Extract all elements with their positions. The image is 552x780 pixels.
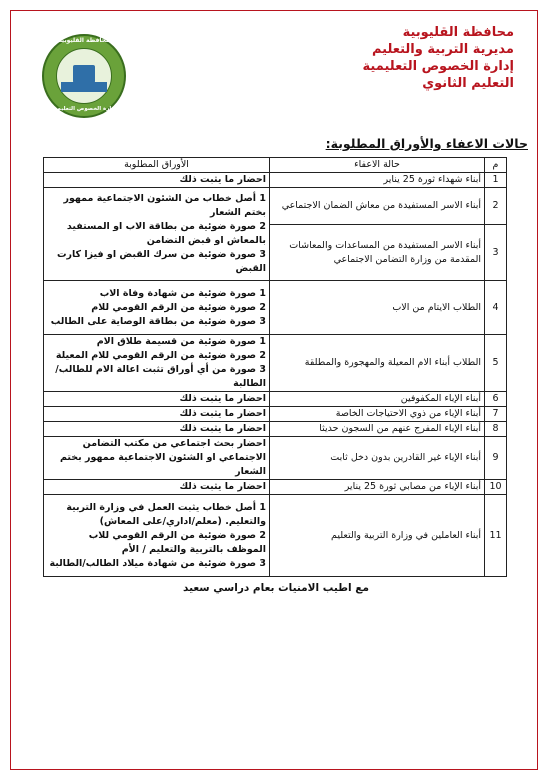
- row-case: الطلاب الايتام من الاب: [270, 281, 485, 335]
- table-row: [44, 392, 507, 407]
- row-number: 3: [485, 225, 507, 281]
- doc-item: 1 أصل خطاب من الشئون الاجتماعية ممهور بختم الشعار: [63, 193, 266, 218]
- doc-item: 2 صورة ضوئية من بطاقة الاب او المستفيد بالمعاش او قبض التضامن: [66, 221, 266, 246]
- logo-text-bottom: إدارة الخصوص التعليمية: [51, 106, 117, 112]
- header-case: حالة الاعفاء: [270, 158, 485, 173]
- row-docs: [44, 422, 270, 437]
- doc-item: 3 صورة ضوئية من شهادة ميلاد الطالب/الطالبة: [49, 557, 266, 569]
- row-number: 8: [485, 422, 507, 437]
- table-row: [44, 495, 507, 577]
- doc-item: احضار ما يثبت ذلك: [179, 393, 266, 404]
- row-case: أبناء شهداء ثورة 25 يناير: [270, 173, 485, 188]
- row-case: أبناء الإباء المكفوفين: [270, 392, 485, 407]
- section-title: حالات الاعفاء والأوراق المطلوبة:: [325, 136, 528, 151]
- logo-band: [61, 82, 107, 92]
- row-docs: [44, 495, 270, 577]
- logo-emblem: [56, 48, 112, 104]
- exemptions-table: [43, 157, 507, 577]
- row-number: 5: [485, 335, 507, 392]
- doc-item: احضار ما يثبت ذلك: [179, 174, 266, 185]
- table-row: [44, 480, 507, 495]
- row-docs: [44, 392, 270, 407]
- table-row: [44, 188, 507, 225]
- row-case: أبناء العاملين في وزارة التربية والتعليم: [270, 495, 485, 577]
- footer-message: مع اطيب الامنيات بعام دراسي سعيد: [183, 582, 369, 594]
- header-line-3: إدارة الخصوص التعليمية: [362, 59, 514, 74]
- row-number: 7: [485, 407, 507, 422]
- header-line-2: مديرية التربية والتعليم: [371, 42, 514, 57]
- row-docs: [44, 407, 270, 422]
- row-docs: [44, 335, 270, 392]
- row-docs: [44, 188, 270, 281]
- row-number: 4: [485, 281, 507, 335]
- doc-item: 3 صورة من أي أوراق تثبت اعالة الام للطالب/الطالبة: [55, 364, 266, 389]
- row-number: 6: [485, 392, 507, 407]
- row-case: أبناء الاسر المستفيدة من معاش الضمان الاجتماعي: [270, 188, 485, 225]
- doc-item: 2 صورة ضوئية من الرقم القومي للام: [91, 301, 266, 313]
- row-case: أبناء الإباء من مصابي ثورة 25 يناير: [270, 480, 485, 495]
- doc-item: احضار ما يثبت ذلك: [179, 408, 266, 419]
- row-number: 1: [485, 173, 507, 188]
- table-row: [44, 173, 507, 188]
- table-row: [44, 407, 507, 422]
- doc-item: 2 صورة ضوئية من الرقم القومي للام المعيلة: [55, 350, 266, 361]
- doc-item: 1 أصل خطاب يثبت العمل في وزارة التربية والتعليم. (معلم/اداري/على المعاش): [66, 501, 266, 527]
- row-number: 2: [485, 188, 507, 225]
- row-number: 10: [485, 480, 507, 495]
- row-docs: [44, 437, 270, 480]
- doc-item: 3 صورة ضوئية من بطاقة الوصاية على الطالب: [50, 315, 266, 327]
- row-case: أبناء الإباء المفرج عنهم من السجون حديثا: [270, 422, 485, 437]
- row-docs: [44, 281, 270, 335]
- table-row: [44, 335, 507, 392]
- row-number: 11: [485, 495, 507, 577]
- table-row: [44, 281, 507, 335]
- row-docs: [44, 480, 270, 495]
- header-num: م: [485, 158, 507, 173]
- row-case: أبناء الإباء من ذوي الاحتياجات الخاصة: [270, 407, 485, 422]
- table-row: [44, 437, 507, 480]
- table-header-row: [44, 158, 507, 173]
- logo: [42, 34, 126, 118]
- row-case: الطلاب أبناء الام المعيلة والمهجورة والمطلقة: [270, 335, 485, 392]
- header-line-4: التعليم الثانوي: [422, 76, 514, 91]
- row-number: 9: [485, 437, 507, 480]
- doc-item: 2 صورة ضوئية من الرقم القومي للاب الموظف بالتربية والتعليم / الأم: [88, 529, 266, 555]
- row-case: أبناء الإباء غير القادرين بدون دخل ثابت: [270, 437, 485, 480]
- doc-item: احضار ما يثبت ذلك: [179, 423, 266, 434]
- header-docs: الأوراق المطلوبة: [44, 158, 270, 173]
- logo-text-top: محافظة القليوبية: [58, 37, 110, 44]
- header-line-1: محافظة القليوبية: [402, 25, 514, 40]
- doc-item: 1 صورة ضوئية من شهادة وفاة الاب: [99, 287, 266, 299]
- doc-item: احضار ما يثبت ذلك: [179, 481, 266, 492]
- table-row: [44, 422, 507, 437]
- row-case: أبناء الاسر المستفيدة من المساعدات والمعاشات المقدمة من وزارة التضامن الاجتماعي: [270, 225, 485, 281]
- book-icon: [73, 65, 95, 83]
- doc-item: 3 صورة ضوئية من سرك القبض او فيزا كارت القبض: [56, 249, 266, 274]
- header: [363, 24, 514, 92]
- row-docs: [44, 173, 270, 188]
- doc-item: احضار بحث اجتماعي من مكتب التضامن الاجتماعي او الشئون الاجتماعية ممهور بختم الشعار: [59, 438, 266, 477]
- doc-item: 1 صورة ضوئية من قسيمة طلاق الام: [96, 336, 266, 347]
